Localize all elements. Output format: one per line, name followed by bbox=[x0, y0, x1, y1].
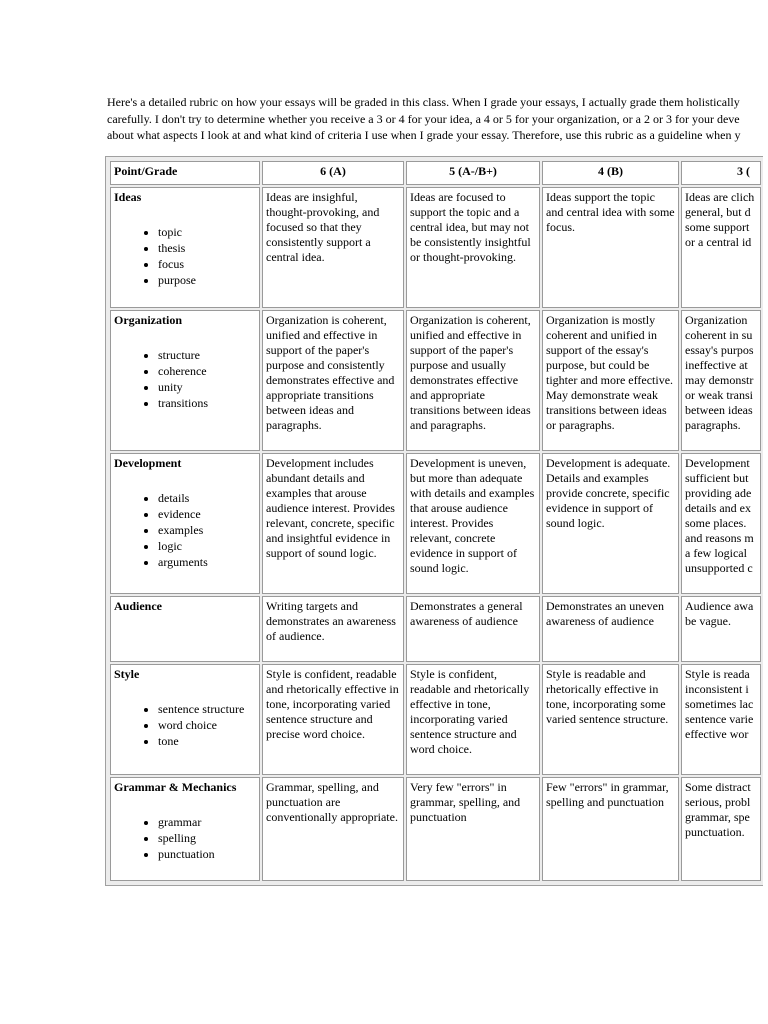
intro-line: carefully. I don't try to determine whether you receive a 3 or 4 for your idea, a 4 or 5 for your organization, or a 2 or 3 for your deve bbox=[107, 111, 740, 126]
row-heading bbox=[110, 453, 260, 594]
intro-line: about what aspects I look at and what kind of criteria I use when I grade your essay. Therefore, use this rubric as a guideline when y bbox=[107, 128, 741, 142]
aspect-item: • structure bbox=[158, 347, 256, 363]
criteria-cell: Development sufficient but providing ade details and ex some places. and reasons m a few logical unsupported c bbox=[681, 453, 761, 594]
criteria-cell: Style is reada inconsistent i sometimes lac sentence varie effective wor bbox=[681, 664, 761, 775]
criteria-cell: Development includes abundant details and examples that arouse audience interest. Provides relevant, concrete, specific and insightful evidence in support of sound logic. bbox=[262, 453, 404, 594]
row-title: Grammar & Mechanics bbox=[114, 780, 237, 794]
header-grade-6: 6 (A) bbox=[262, 161, 404, 185]
aspect-item: • unity bbox=[158, 379, 256, 395]
criteria-cell: Style is confident, readable and rhetorically effective in tone, incorporating varied sentence structure and word choice. bbox=[406, 664, 540, 775]
aspect-item: • coherence bbox=[158, 363, 256, 379]
header-row bbox=[110, 161, 761, 185]
header-point-grade: Point/Grade bbox=[110, 161, 260, 185]
intro-line: Here's a detailed rubric on how your essays will be graded in this class. When I grade your essays, I actually grade them holistically bbox=[107, 95, 740, 109]
row-title: Style bbox=[114, 667, 140, 681]
row-heading bbox=[110, 187, 260, 308]
criteria-cell: Style is confident, readable and rhetorically effective in tone, incorporating varied sentence structure and precise word choice. bbox=[262, 664, 404, 775]
row-title: Audience bbox=[114, 599, 162, 613]
rubric-row-ideas bbox=[110, 187, 761, 308]
criteria-cell: Writing targets and demonstrates an awareness of audience. bbox=[262, 596, 404, 662]
aspect-list bbox=[114, 347, 256, 411]
aspect-list bbox=[114, 224, 256, 288]
aspect-item: • thesis bbox=[158, 240, 256, 256]
aspect-list bbox=[114, 814, 256, 862]
criteria-cell: Ideas support the topic and central idea with some focus. bbox=[542, 187, 679, 308]
criteria-cell: Organization is mostly coherent and unified in support of the essay's purpose, but could be tighter and more effective. May demonstrate weak transitions between ideas or paragraphs. bbox=[542, 310, 679, 451]
row-title: Development bbox=[114, 456, 182, 470]
criteria-cell: Organization coherent in su essay's purpos ineffective at may demonstr or weak transi between ideas paragraphs. bbox=[681, 310, 761, 451]
aspect-list bbox=[114, 701, 256, 749]
aspect-item: • word choice bbox=[158, 717, 256, 733]
criteria-cell: Style is readable and rhetorically effective in tone, incorporating some varied sentence structure. bbox=[542, 664, 679, 775]
criteria-cell: Audience awa be vague. bbox=[681, 596, 761, 662]
criteria-cell: Development is adequate. Details and examples provide concrete, specific evidence in support of sound logic. bbox=[542, 453, 679, 594]
criteria-cell: Some distract serious, probl grammar, spe punctuation. bbox=[681, 777, 761, 881]
header-grade-5: 5 (A-/B+) bbox=[406, 161, 540, 185]
aspect-item: • evidence bbox=[158, 506, 256, 522]
criteria-cell: Ideas are focused to support the topic and a central idea, but may not be consistently insightful or thought-provoking. bbox=[406, 187, 540, 308]
intro-paragraph bbox=[107, 94, 768, 144]
header-grade-3: 3 ( bbox=[681, 161, 761, 185]
row-heading bbox=[110, 664, 260, 775]
rubric-table bbox=[108, 159, 763, 883]
criteria-cell: Ideas are clich general, but d some support or a central id bbox=[681, 187, 761, 308]
row-title: Ideas bbox=[114, 190, 142, 204]
aspect-item: • logic bbox=[158, 538, 256, 554]
criteria-cell: Demonstrates an uneven awareness of audience bbox=[542, 596, 679, 662]
aspect-item: • purpose bbox=[158, 272, 256, 288]
row-title: Organization bbox=[114, 313, 182, 327]
row-heading bbox=[110, 596, 260, 662]
aspect-item: • details bbox=[158, 490, 256, 506]
aspect-item: • sentence structure bbox=[158, 701, 256, 717]
aspect-item: • tone bbox=[158, 733, 256, 749]
criteria-cell: Few "errors" in grammar, spelling and punctuation bbox=[542, 777, 679, 881]
aspect-item: • spelling bbox=[158, 830, 256, 846]
rubric-row-style bbox=[110, 664, 761, 775]
criteria-cell: Development is uneven, but more than adequate with details and examples that arouse audience interest. Provides relevant, concrete evidence in support of sound logic. bbox=[406, 453, 540, 594]
aspect-item: • examples bbox=[158, 522, 256, 538]
aspect-item: • focus bbox=[158, 256, 256, 272]
aspect-list bbox=[114, 490, 256, 570]
criteria-cell: Demonstrates a general awareness of audience bbox=[406, 596, 540, 662]
aspect-item: • punctuation bbox=[158, 846, 256, 862]
header-grade-4: 4 (B) bbox=[542, 161, 679, 185]
rubric-row-development bbox=[110, 453, 761, 594]
aspect-item: • arguments bbox=[158, 554, 256, 570]
row-heading bbox=[110, 310, 260, 451]
rubric-table-frame bbox=[105, 156, 763, 886]
criteria-cell: Very few "errors" in grammar, spelling, and punctuation bbox=[406, 777, 540, 881]
criteria-cell: Organization is coherent, unified and effective in support of the paper's purpose and usually demonstrates effective and appropriate transitions between ideas and paragraphs. bbox=[406, 310, 540, 451]
criteria-cell: Organization is coherent, unified and effective in support of the paper's purpose and consistently demonstrates effective and appropriate transitions between ideas and paragraphs. bbox=[262, 310, 404, 451]
rubric-row-organization bbox=[110, 310, 761, 451]
criteria-cell: Ideas are insighful, thought-provoking, and focused so that they consistently support a central idea. bbox=[262, 187, 404, 308]
aspect-item: • transitions bbox=[158, 395, 256, 411]
criteria-cell: Grammar, spelling, and punctuation are conventionally appropriate. bbox=[262, 777, 404, 881]
aspect-item: • grammar bbox=[158, 814, 256, 830]
rubric-row-grammar-mechanics bbox=[110, 777, 761, 881]
aspect-item: • topic bbox=[158, 224, 256, 240]
row-heading bbox=[110, 777, 260, 881]
rubric-row-audience bbox=[110, 596, 761, 662]
